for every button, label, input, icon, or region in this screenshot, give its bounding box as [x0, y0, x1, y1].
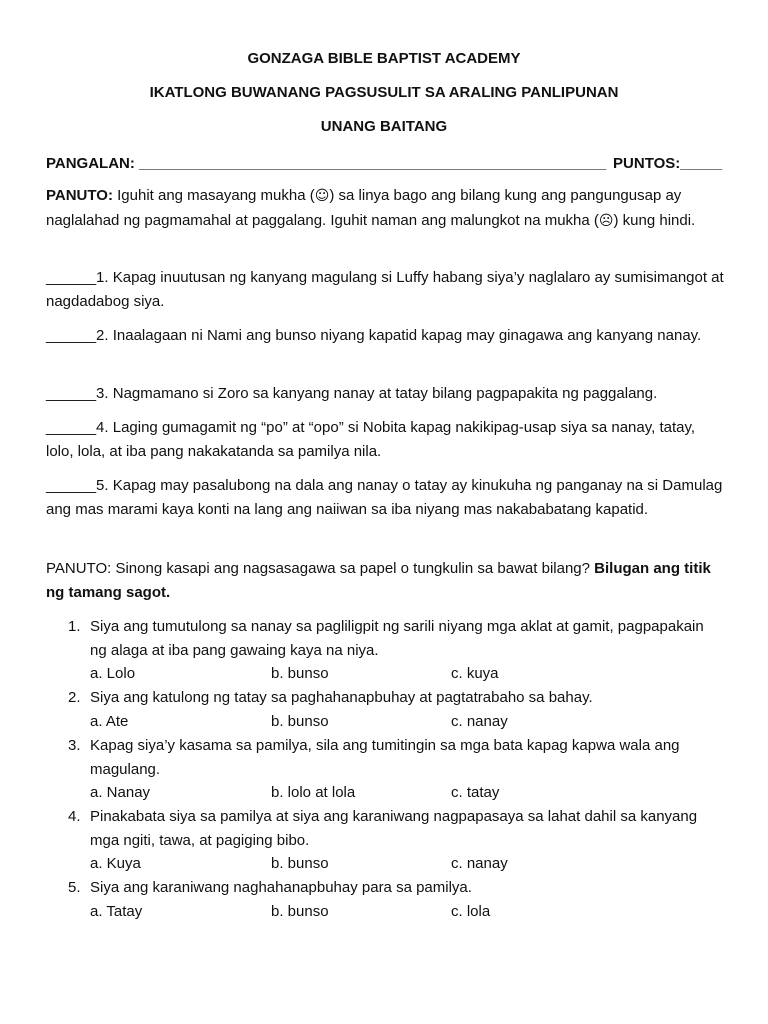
question-3-choice-b[interactable]: b. lolo at lola: [271, 784, 356, 801]
exam-title: IKATLONG BUWANANG PAGSUSULIT SA ARALING PANLIPUNAN: [149, 84, 619, 101]
question-5-choice-b[interactable]: b. bunso: [271, 903, 329, 920]
part1-text-c: ) kung hindi.: [613, 211, 696, 229]
question-5-choice-a[interactable]: a. Tatay: [90, 903, 143, 920]
part1-text-a: Iguhit ang masayang mukha (: [112, 187, 315, 204]
name-label: PANGALAN: ________________________________________________________: [46, 155, 607, 172]
part2-instructions: [46, 557, 726, 604]
question-4-choice-b[interactable]: b. bunso: [271, 855, 329, 872]
part1-label: PANUTO:: [46, 187, 113, 204]
question-2-choice-c[interactable]: c. nanay: [451, 713, 508, 730]
question-3-text: Kapag siya’y kasama sa pamilya, sila ang tumitingin sa mga bata kapag kapwa wala ang magulang.: [90, 737, 680, 778]
question-2-number: 2.: [68, 689, 81, 706]
question-3-choice-c[interactable]: c. tatay: [451, 784, 500, 801]
question-4-text: Pinakabata siya sa pamilya at siya ang karaniwang nagpapasaya sa lahat dahil sa kanyang mga ngiti, tawa, at pagiging bibo.: [90, 808, 698, 849]
question-4-choice-c[interactable]: c. nanay: [451, 855, 508, 872]
part2-label: PANUTO: [46, 560, 108, 577]
question-1-choice-b[interactable]: b. bunso: [271, 665, 329, 682]
sad-face-icon: ☹: [598, 212, 614, 229]
question-4-choice-a[interactable]: a. Kuya: [90, 855, 141, 872]
question-5-number: 5.: [68, 879, 81, 896]
question-2-choice-b[interactable]: b. bunso: [271, 713, 329, 730]
question-2-choice-a[interactable]: a. Ate: [90, 713, 129, 730]
part1-item-3: ______3. Nagmamano si Zoro sa kanyang nanay at tatay bilang pagpapakita ng paggalang.: [46, 385, 658, 402]
question-5-text: Siya ang karaniwang naghahanapbuhay para sa pamilya.: [90, 879, 472, 896]
question-2-text: Siya ang katulong ng tatay sa paghahanapbuhay at pagtatrabaho sa bahay.: [90, 689, 593, 706]
part1-text-b: ) sa linya bago ang bilang kung ang pangungusap ay naglalahad ng pagmamahal at paggalang. Iguhit naman ang malungkot na mukha (: [46, 187, 682, 229]
part2-text: : Sinong kasapi ang nagsasagawa sa papel o tungkulin sa bawat bilang?: [107, 560, 595, 577]
question-1-choice-c[interactable]: c. kuya: [451, 665, 499, 682]
name-line: [46, 152, 722, 175]
happy-face-icon: ☺: [314, 188, 330, 204]
part1-instructions: [46, 184, 726, 233]
question-3-choice-a[interactable]: a. Nanay: [90, 784, 151, 801]
grade-level: UNANG BAITANG: [320, 118, 448, 135]
part1-item-1: ______1. Kapag inuutusan ng kanyang magulang si Luffy habang siya’y naglalaro ay sumisimangot at nagdadabog siya.: [46, 269, 724, 310]
question-1-choice-a[interactable]: a. Lolo: [90, 665, 136, 682]
score-label: PUNTOS:_____: [613, 155, 722, 172]
part1-item-2: ______2. Inaalagaan ni Nami ang bunso niyang kapatid kapag may ginagawa ang kanyang nanay.: [46, 327, 702, 344]
question-5-choice-c[interactable]: c. lola: [451, 903, 491, 920]
question-4-number: 4.: [68, 808, 81, 825]
school-name: GONZAGA BIBLE BAPTIST ACADEMY: [247, 50, 521, 67]
part1-item-4: ______4. Laging gumagamit ng “po” at “opo” si Nobita kapag nakikipag-usap siya sa nanay, tatay, lolo, lola, at iba pang nakakatanda sa pamilya nila.: [46, 419, 696, 460]
question-1-number: 1.: [68, 618, 81, 635]
question-3-number: 3.: [68, 737, 81, 754]
question-1-text: Siya ang tumutulong sa nanay sa pagliligpit ng sarili niyang mga aklat at gamit, pagpapakain ng alaga at iba pang gawaing kaya na niya.: [90, 618, 704, 659]
part2-bold-text: Bilugan ang titik ng tamang sagot.: [46, 560, 711, 601]
part1-item-5: ______5. Kapag may pasalubong na dala ang nanay o tatay ay kinukuha ng panganay na si Damulag ang mas marami kaya konti na lang ang naiiwan sa iba niyang mas nakababatang kapatid.: [46, 477, 723, 518]
